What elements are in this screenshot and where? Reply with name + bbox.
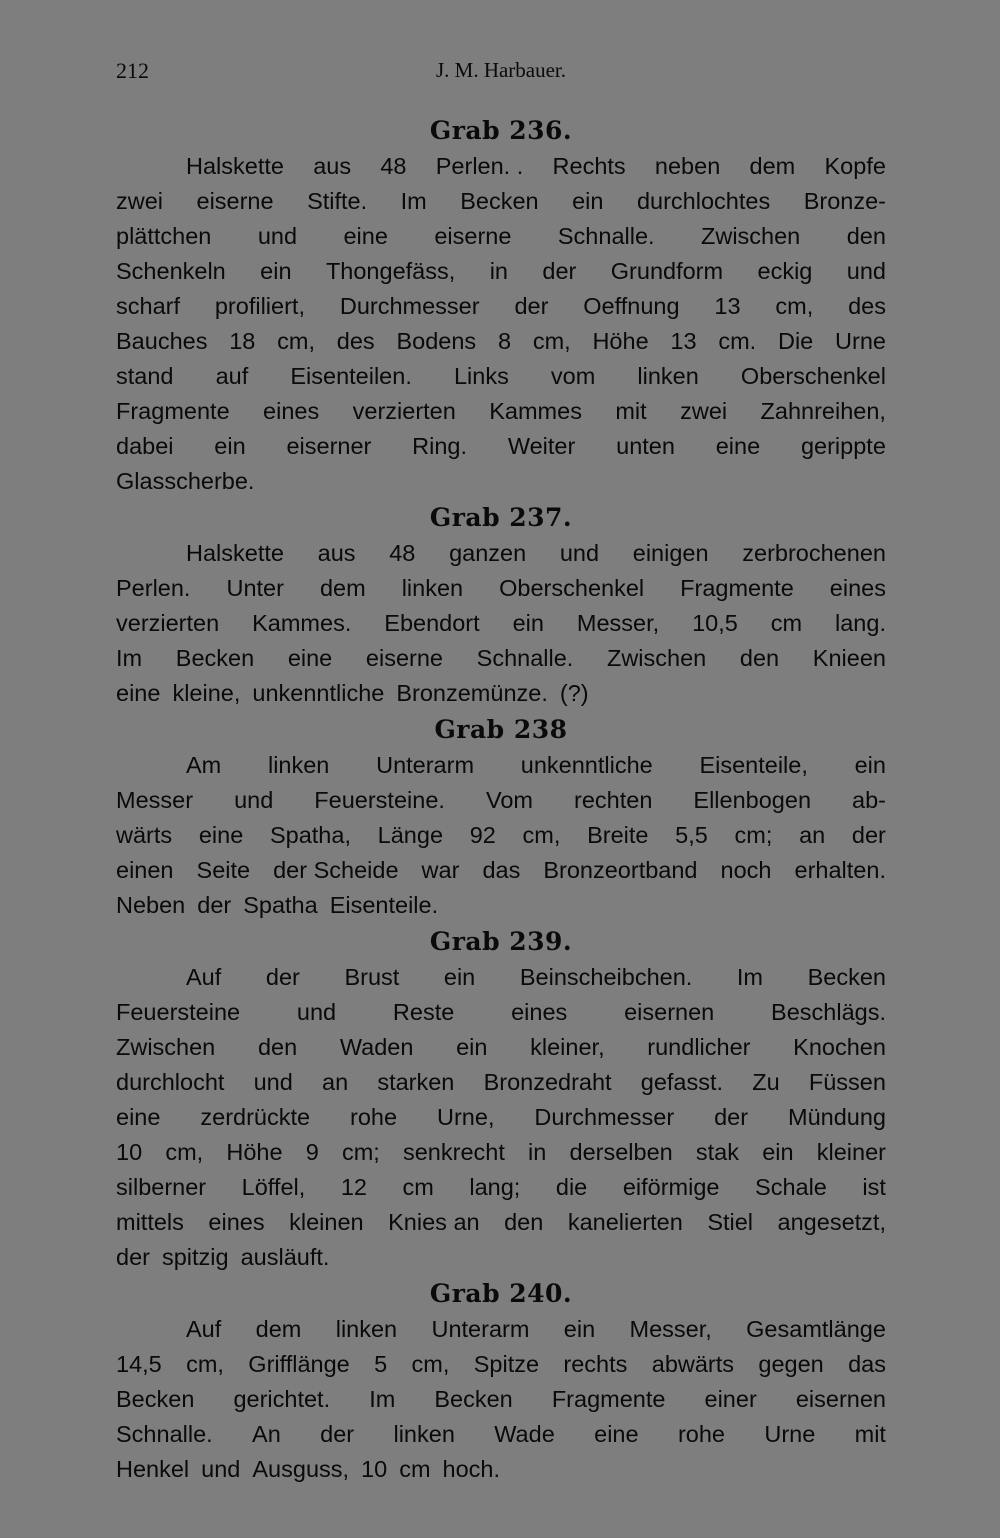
- word: Thongefäss,: [325, 258, 456, 284]
- word: ein: [443, 964, 476, 990]
- word: zerdrückte: [200, 1104, 311, 1130]
- word: der: [714, 1104, 749, 1130]
- word: Seite: [196, 857, 251, 883]
- word: 10: [116, 1139, 143, 1165]
- word: rechts: [563, 1351, 628, 1377]
- text-line: [116, 1240, 886, 1275]
- word: Messer,: [629, 1316, 712, 1342]
- word: Urne: [764, 1421, 816, 1447]
- word: Urne: [835, 328, 886, 354]
- section-heading: Grab 237.: [429, 503, 573, 532]
- word: senkrecht: [402, 1139, 505, 1165]
- page-number: 212: [116, 58, 149, 83]
- word: aus: [313, 153, 352, 179]
- text-line: [116, 1170, 886, 1205]
- word: linken: [335, 1316, 398, 1342]
- word: Höhe: [226, 1139, 283, 1165]
- word: spitzig: [161, 1244, 229, 1270]
- body-text: [116, 112, 886, 1487]
- word: Höhe: [592, 328, 649, 354]
- word: Kammes: [489, 398, 582, 424]
- word: Fragmente: [116, 398, 230, 424]
- word: des: [848, 293, 886, 319]
- word: 8: [497, 328, 512, 354]
- word: eine: [343, 223, 388, 249]
- word: dem: [255, 1316, 302, 1342]
- word: ein: [260, 258, 292, 284]
- word: kleiner: [816, 1139, 886, 1165]
- word: Durchmesser: [534, 1104, 675, 1130]
- word: lang;: [469, 1174, 521, 1200]
- text-line: [116, 536, 886, 571]
- text-line: [116, 1135, 886, 1170]
- word: silberner: [116, 1174, 207, 1200]
- word: durchlocht: [116, 1069, 225, 1095]
- word: Unterarm: [431, 1316, 530, 1342]
- word: dabei: [116, 433, 174, 459]
- word: linken: [393, 1421, 455, 1447]
- word: cm: [402, 1174, 434, 1200]
- word: 5,5: [675, 822, 708, 848]
- word: Urne,: [437, 1104, 495, 1130]
- word: der Scheide: [273, 857, 399, 883]
- word: einer: [704, 1386, 757, 1412]
- word: rohe: [350, 1104, 398, 1130]
- word: cm;: [734, 822, 773, 848]
- word: cm,: [165, 1139, 204, 1165]
- word: dem: [749, 153, 796, 179]
- word: eines: [263, 398, 320, 424]
- word: Becken: [175, 645, 255, 671]
- word: eine: [594, 1421, 639, 1447]
- word: Unterarm: [376, 752, 475, 778]
- word: Perlen. .: [435, 153, 524, 179]
- word: Becken: [116, 1386, 195, 1412]
- word: Zahnreihen,: [760, 398, 886, 424]
- word: linken: [637, 363, 699, 389]
- word: Im: [400, 188, 427, 214]
- word: eine: [116, 1104, 161, 1130]
- word: Vom: [485, 787, 533, 813]
- word: cm: [770, 610, 803, 636]
- word: ein: [854, 752, 886, 778]
- word: Perlen.: [116, 575, 191, 601]
- word: den: [257, 1034, 298, 1060]
- word: Feuersteine.: [314, 787, 445, 813]
- word: das: [848, 1351, 886, 1377]
- word: Bodens: [396, 328, 477, 354]
- word: ein: [563, 1316, 596, 1342]
- word: Reste: [392, 999, 455, 1025]
- word: vom: [550, 363, 596, 389]
- word: des: [336, 328, 375, 354]
- word: Stiel: [707, 1209, 754, 1235]
- word: den: [504, 1209, 544, 1235]
- word: einen: [116, 857, 174, 883]
- word: Bronzedraht: [483, 1069, 612, 1095]
- word: noch: [720, 857, 772, 883]
- word: Schale: [755, 1174, 827, 1200]
- word: Gesamtlänge: [746, 1316, 886, 1342]
- word: der: [542, 258, 577, 284]
- section-heading: Grab 239.: [429, 927, 573, 956]
- word: zwei: [680, 398, 728, 424]
- grave-section: [116, 923, 886, 1275]
- text-line: [116, 289, 886, 324]
- word: eine: [715, 433, 761, 459]
- word: der: [320, 1421, 355, 1447]
- word: Zu: [752, 1069, 780, 1095]
- grave-section: [116, 112, 886, 499]
- grave-section: [116, 1275, 886, 1487]
- word: Bronze-: [803, 188, 886, 214]
- word: 13: [670, 328, 697, 354]
- word: hoch.: [442, 1456, 501, 1482]
- section-heading: Grab 240.: [429, 1279, 573, 1308]
- text-line: [116, 606, 886, 641]
- word: Die: [777, 328, 814, 354]
- word: Ausguss,: [252, 1456, 350, 1482]
- word: Weiter: [507, 433, 576, 459]
- word: durchlochtes: [636, 188, 771, 214]
- word: Kammes.: [252, 610, 352, 636]
- word: Schnalle.: [557, 223, 655, 249]
- word: den: [739, 645, 780, 671]
- word: an: [799, 822, 826, 848]
- word: Bronzemünze.: [396, 680, 548, 706]
- word: den: [846, 223, 886, 249]
- word: einigen: [632, 540, 709, 566]
- word: und: [201, 1456, 241, 1482]
- word: lang.: [835, 610, 886, 636]
- word: Beschlägs.: [771, 999, 886, 1025]
- word: eiförmige: [622, 1174, 720, 1200]
- word: eisernen: [624, 999, 715, 1025]
- word: Glasscherbe.: [116, 468, 255, 494]
- word: und: [296, 999, 337, 1025]
- text-line: [116, 783, 886, 818]
- word: und: [257, 223, 298, 249]
- word: Knieen: [812, 645, 886, 671]
- word: Schenkeln: [116, 258, 226, 284]
- word: rundlicher: [647, 1034, 751, 1060]
- word: linken: [401, 575, 464, 601]
- grave-section: [116, 711, 886, 923]
- word: an: [322, 1069, 349, 1095]
- text-line: [116, 464, 886, 499]
- text-line: [116, 149, 886, 184]
- word: plättchen: [116, 223, 212, 249]
- word: 5: [374, 1351, 388, 1377]
- word: und: [253, 1069, 293, 1095]
- author-header: J. M. Harbauer.: [435, 58, 567, 82]
- word: Am: [186, 752, 222, 778]
- word: der: [514, 293, 549, 319]
- word: Oeffnung: [583, 293, 680, 319]
- word: Im: [736, 964, 764, 990]
- word: ausläuft.: [240, 1244, 330, 1270]
- running-head: [116, 58, 886, 92]
- text-line: [116, 1347, 886, 1382]
- text-line: [116, 676, 886, 711]
- word: mit: [615, 398, 647, 424]
- word: 12: [340, 1174, 367, 1200]
- word: erhalten.: [794, 857, 886, 883]
- word: cm,: [411, 1351, 450, 1377]
- word: das: [482, 857, 521, 883]
- word: eines: [829, 575, 886, 601]
- word: Knochen: [793, 1034, 886, 1060]
- word: cm,: [186, 1351, 224, 1377]
- word: Becken: [460, 188, 539, 214]
- word: cm,: [775, 293, 814, 319]
- word: Eisenteile,: [699, 752, 808, 778]
- word: verzierten: [352, 398, 456, 424]
- word: Oberschenkel: [499, 575, 645, 601]
- word: Auf: [186, 1316, 222, 1342]
- word: ein: [456, 1034, 488, 1060]
- word: eisernen: [795, 1386, 886, 1412]
- text-line: [116, 960, 886, 995]
- text-line: [116, 853, 886, 888]
- word: rohe: [677, 1421, 725, 1447]
- word: 10,5: [692, 610, 738, 636]
- word: eiserne: [434, 223, 512, 249]
- word: auf: [215, 363, 249, 389]
- word: Becken: [434, 1386, 513, 1412]
- word: mittels: [116, 1209, 184, 1235]
- word: Knies an: [388, 1209, 480, 1235]
- word: cm,: [532, 328, 571, 354]
- word: Spatha,: [269, 822, 351, 848]
- word: kanelierten: [567, 1209, 683, 1235]
- text-line: [116, 1417, 886, 1452]
- word: 13: [714, 293, 741, 319]
- word: Zwischen: [116, 1034, 216, 1060]
- text-line: [116, 394, 886, 429]
- word: Schnalle.: [476, 645, 574, 671]
- text-line: [116, 995, 886, 1030]
- word: Feuersteine: [116, 999, 241, 1025]
- word: der: [851, 822, 886, 848]
- word: ist: [862, 1174, 886, 1200]
- word: Auf: [186, 964, 222, 990]
- word: eiserner: [286, 433, 372, 459]
- word: Unter: [226, 575, 284, 601]
- word: war: [421, 857, 460, 883]
- word: der: [197, 892, 232, 918]
- word: Zwischen: [701, 223, 801, 249]
- word: Fragmente: [551, 1386, 666, 1412]
- word: dem: [319, 575, 366, 601]
- word: gefasst.: [640, 1069, 724, 1095]
- word: Mündung: [788, 1104, 886, 1130]
- word: Halskette: [186, 540, 284, 566]
- word: cm,: [277, 328, 316, 354]
- word: verzierten: [116, 610, 220, 636]
- word: Durchmesser: [339, 293, 480, 319]
- word: Stifte.: [307, 188, 368, 214]
- text-line: [116, 1100, 886, 1135]
- word: Brust: [344, 964, 400, 990]
- word: eine: [287, 645, 333, 671]
- word: zwei: [116, 188, 164, 214]
- word: Löffel,: [241, 1174, 306, 1200]
- word: An: [252, 1421, 281, 1447]
- word: Messer,: [576, 610, 660, 636]
- word: Schnalle.: [116, 1421, 213, 1447]
- word: mit: [854, 1421, 886, 1447]
- word: Ebendort: [384, 610, 480, 636]
- word: und: [846, 258, 886, 284]
- word: 48: [389, 540, 416, 566]
- word: Länge: [377, 822, 444, 848]
- text-line: [116, 254, 886, 289]
- word: gegen: [758, 1351, 824, 1377]
- text-line: [116, 818, 886, 853]
- word: Spitze: [473, 1351, 540, 1377]
- word: starken: [377, 1069, 455, 1095]
- word: Ellenbogen: [693, 787, 812, 813]
- section-heading: Grab 236.: [429, 116, 573, 145]
- text-line: [116, 184, 886, 219]
- word: eiserne: [196, 188, 274, 214]
- word: Bronzeortband: [543, 857, 698, 883]
- word: kleiner,: [530, 1034, 605, 1060]
- word: rechten: [574, 787, 653, 813]
- word: ab-: [852, 787, 886, 813]
- word: stand: [116, 363, 174, 389]
- word: ein: [512, 610, 544, 636]
- text-line: [116, 1312, 886, 1347]
- text-line: [116, 359, 886, 394]
- word: derselben: [569, 1139, 673, 1165]
- word: Halskette: [186, 153, 284, 179]
- text-line: [116, 571, 886, 606]
- text-line: [116, 748, 886, 783]
- word: eckig: [757, 258, 813, 284]
- word: cm: [399, 1456, 431, 1482]
- word: stak: [695, 1139, 740, 1165]
- word: Becken: [807, 964, 886, 990]
- word: Messer: [116, 787, 194, 813]
- word: Grifflänge: [248, 1351, 350, 1377]
- word: und: [234, 787, 274, 813]
- word: in: [528, 1139, 547, 1165]
- word: eiserne: [365, 645, 443, 671]
- word: Oberschenkel: [740, 363, 886, 389]
- word: Grundform: [610, 258, 724, 284]
- word: Beinscheibchen.: [519, 964, 693, 990]
- word: ein: [572, 188, 604, 214]
- text-line: [116, 1382, 886, 1417]
- word: neben: [654, 153, 721, 179]
- word: 10: [361, 1456, 388, 1482]
- word: kleinen: [289, 1209, 364, 1235]
- text-line: [116, 888, 886, 923]
- word: Neben: [116, 892, 186, 918]
- word: gerichtet.: [233, 1386, 331, 1412]
- word: Kopfe: [824, 153, 886, 179]
- text-line: [116, 219, 886, 254]
- word: Waden: [339, 1034, 414, 1060]
- text-line: [116, 1030, 886, 1065]
- word: angesetzt,: [777, 1209, 886, 1235]
- grave-section: [116, 499, 886, 711]
- word: abwärts: [651, 1351, 735, 1377]
- word: cm,: [522, 822, 561, 848]
- word: Fragmente: [680, 575, 794, 601]
- text-line: [116, 1065, 886, 1100]
- word: der: [265, 964, 300, 990]
- text-line: [116, 641, 886, 676]
- text-line: [116, 429, 886, 464]
- word: zerbrochenen: [742, 540, 886, 566]
- word: unten: [616, 433, 675, 459]
- word: 18: [229, 328, 256, 354]
- word: scharf: [116, 293, 180, 319]
- word: Zwischen: [606, 645, 707, 671]
- word: Im: [369, 1386, 396, 1412]
- word: Links: [453, 363, 509, 389]
- word: 14,5: [116, 1351, 162, 1377]
- word: Eisenteilen.: [290, 363, 412, 389]
- word: unkenntliche: [520, 752, 653, 778]
- word: Spatha: [243, 892, 318, 918]
- word: Breite: [587, 822, 649, 848]
- word: ganzen: [449, 540, 527, 566]
- word: ein: [214, 433, 246, 459]
- word: wärts: [116, 822, 173, 848]
- word: Im: [116, 645, 143, 671]
- word: Wade: [494, 1421, 555, 1447]
- word: gerippte: [800, 433, 886, 459]
- word: Rechts: [552, 153, 626, 179]
- word: Henkel: [116, 1456, 190, 1482]
- word: linken: [267, 752, 330, 778]
- word: eines: [208, 1209, 265, 1235]
- word: Ring.: [412, 433, 468, 459]
- word: die: [555, 1174, 588, 1200]
- text-line: [116, 324, 886, 359]
- word: 9: [305, 1139, 319, 1165]
- word: 48: [380, 153, 407, 179]
- word: cm.: [718, 328, 757, 354]
- word: in: [489, 258, 508, 284]
- word: eines: [511, 999, 568, 1025]
- word: (?): [559, 680, 589, 706]
- text-line: [116, 1452, 886, 1487]
- word: eine: [198, 822, 244, 848]
- word: und: [559, 540, 600, 566]
- word: profiliert,: [214, 293, 305, 319]
- text-line: [116, 1205, 886, 1240]
- word: Eisenteile.: [329, 892, 439, 918]
- word: kleine,: [172, 680, 241, 706]
- section-heading: Grab 238: [434, 715, 568, 744]
- word: cm;: [341, 1139, 380, 1165]
- word: aus: [317, 540, 356, 566]
- word: 92: [469, 822, 496, 848]
- word: Füssen: [808, 1069, 886, 1095]
- word: ein: [762, 1139, 794, 1165]
- word: unkenntliche: [252, 680, 385, 706]
- word: Bauches: [116, 328, 208, 354]
- word: eine: [116, 680, 161, 706]
- word: der: [116, 1244, 150, 1270]
